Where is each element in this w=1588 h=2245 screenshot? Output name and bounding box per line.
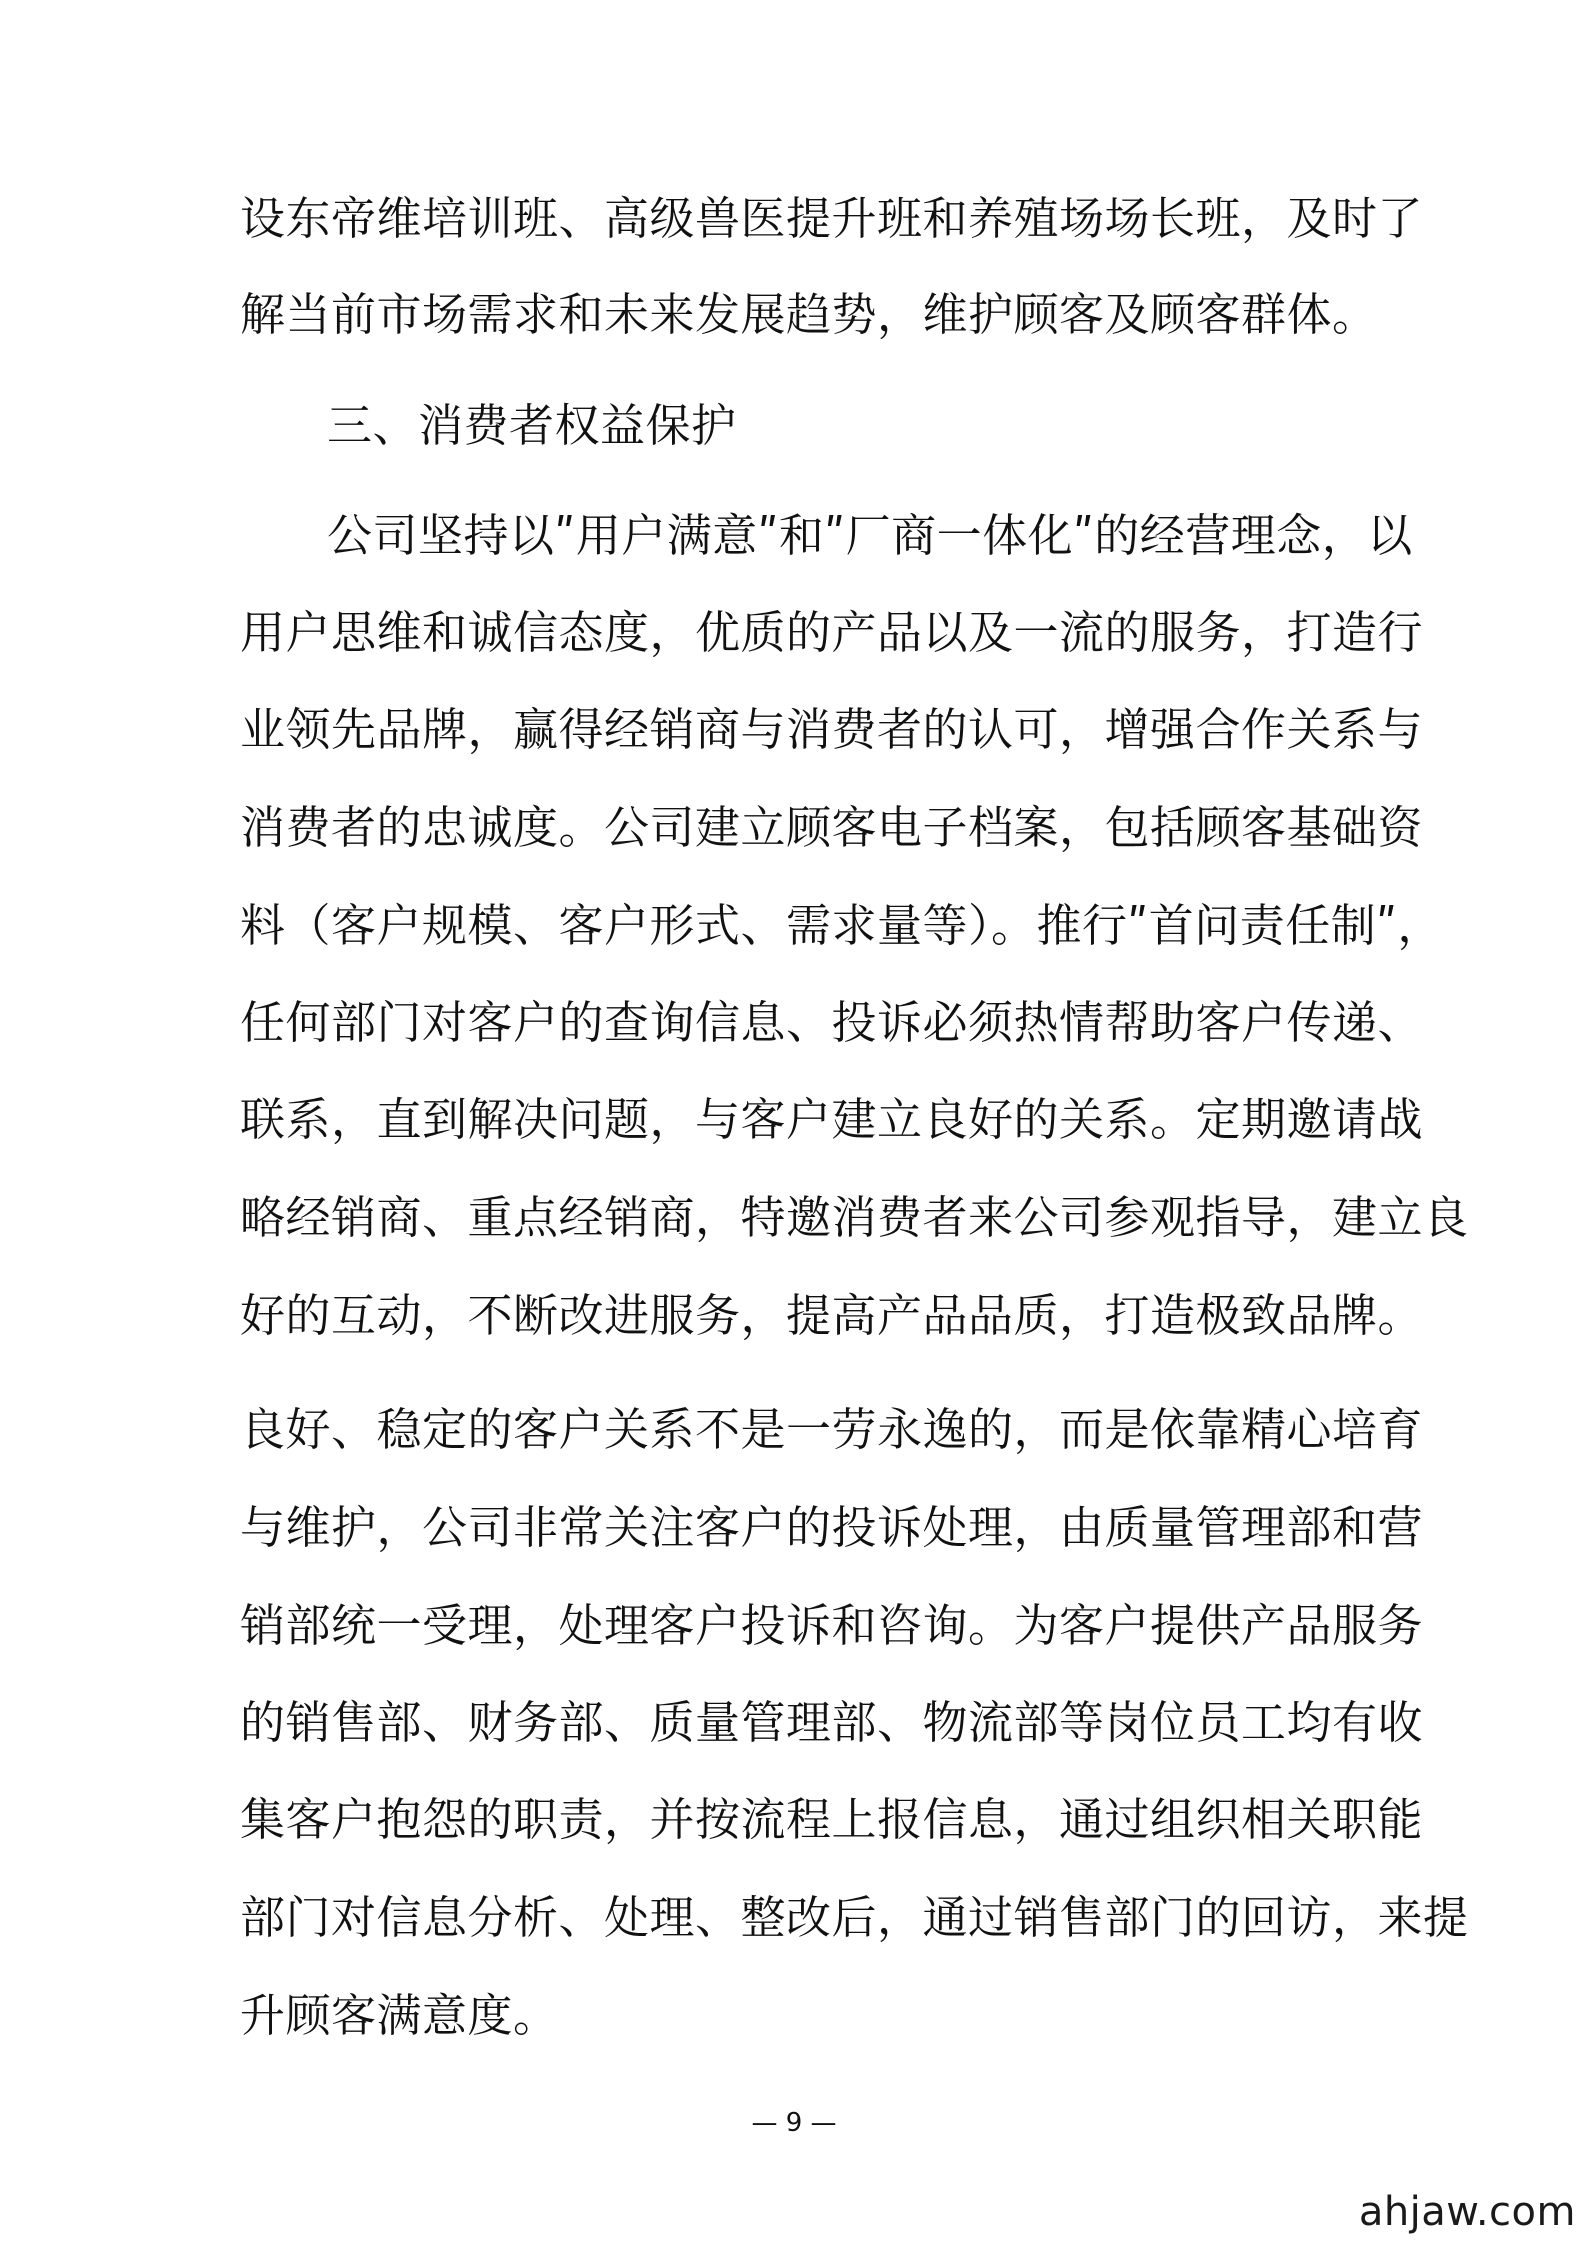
paragraph-line: 的销售部、财务部、质量管理部、物流部等岗位员工均有收: [240, 1696, 1424, 1749]
paragraph-line: 公司坚持以ʺ用户满意ʺ和ʺ厂商一体化ʺ的经营理念，以: [327, 509, 1413, 562]
paragraph-line: 用户思维和诚信态度，优质的产品以及一流的服务，打造行: [240, 606, 1424, 659]
paragraph-line: 料（客户规模、客户形式、需求量等）。推行ʺ首问责任制ʺ，: [240, 899, 1443, 952]
paragraph-line: 联系，直到解决问题，与客户建立良好的关系。定期邀请战: [240, 1093, 1424, 1146]
watermark: ahjaw.com: [1358, 2189, 1576, 2235]
paragraph-line: 业领先品牌，赢得经销商与消费者的认可，增强合作关系与: [240, 703, 1424, 756]
paragraph-line: 好的互动，不断改进服务，提高产品品质，打造极致品牌。: [240, 1289, 1424, 1342]
paragraph-line: 消费者的忠诚度。公司建立顾客电子档案，包括顾客基础资: [240, 801, 1424, 854]
paragraph-line: 解当前市场需求和未来发展趋势，维护顾客及顾客群体。: [240, 288, 1378, 341]
paragraph-line: 升顾客满意度。: [240, 1989, 559, 2042]
paragraph-line: 良好、稳定的客户关系不是一劳永逸的，而是依靠精心培育: [240, 1403, 1424, 1456]
paragraph-line: 部门对信息分析、处理、整改后，通过销售部门的回访，来提: [240, 1891, 1469, 1944]
paragraph-line: 略经销商、重点经销商，特邀消费者来公司参观指导，建立良: [240, 1191, 1469, 1244]
page-number: — 9 —: [751, 2108, 837, 2138]
section-heading: 三、消费者权益保护: [327, 399, 737, 452]
paragraph-line: 任何部门对客户的查询信息、投诉必须热情帮助客户传递、: [240, 996, 1424, 1049]
paragraph-line: 集客户抱怨的职责，并按流程上报信息，通过组织相关职能: [240, 1793, 1424, 1846]
paragraph-line: 设东帝维培训班、高级兽医提升班和养殖场场长班，及时了: [240, 192, 1424, 245]
paragraph-line: 销部统一受理，处理客户投诉和咨询。为客户提供产品服务: [240, 1599, 1424, 1652]
paragraph-line: 与维护，公司非常关注客户的投诉处理，由质量管理部和营: [240, 1501, 1424, 1554]
